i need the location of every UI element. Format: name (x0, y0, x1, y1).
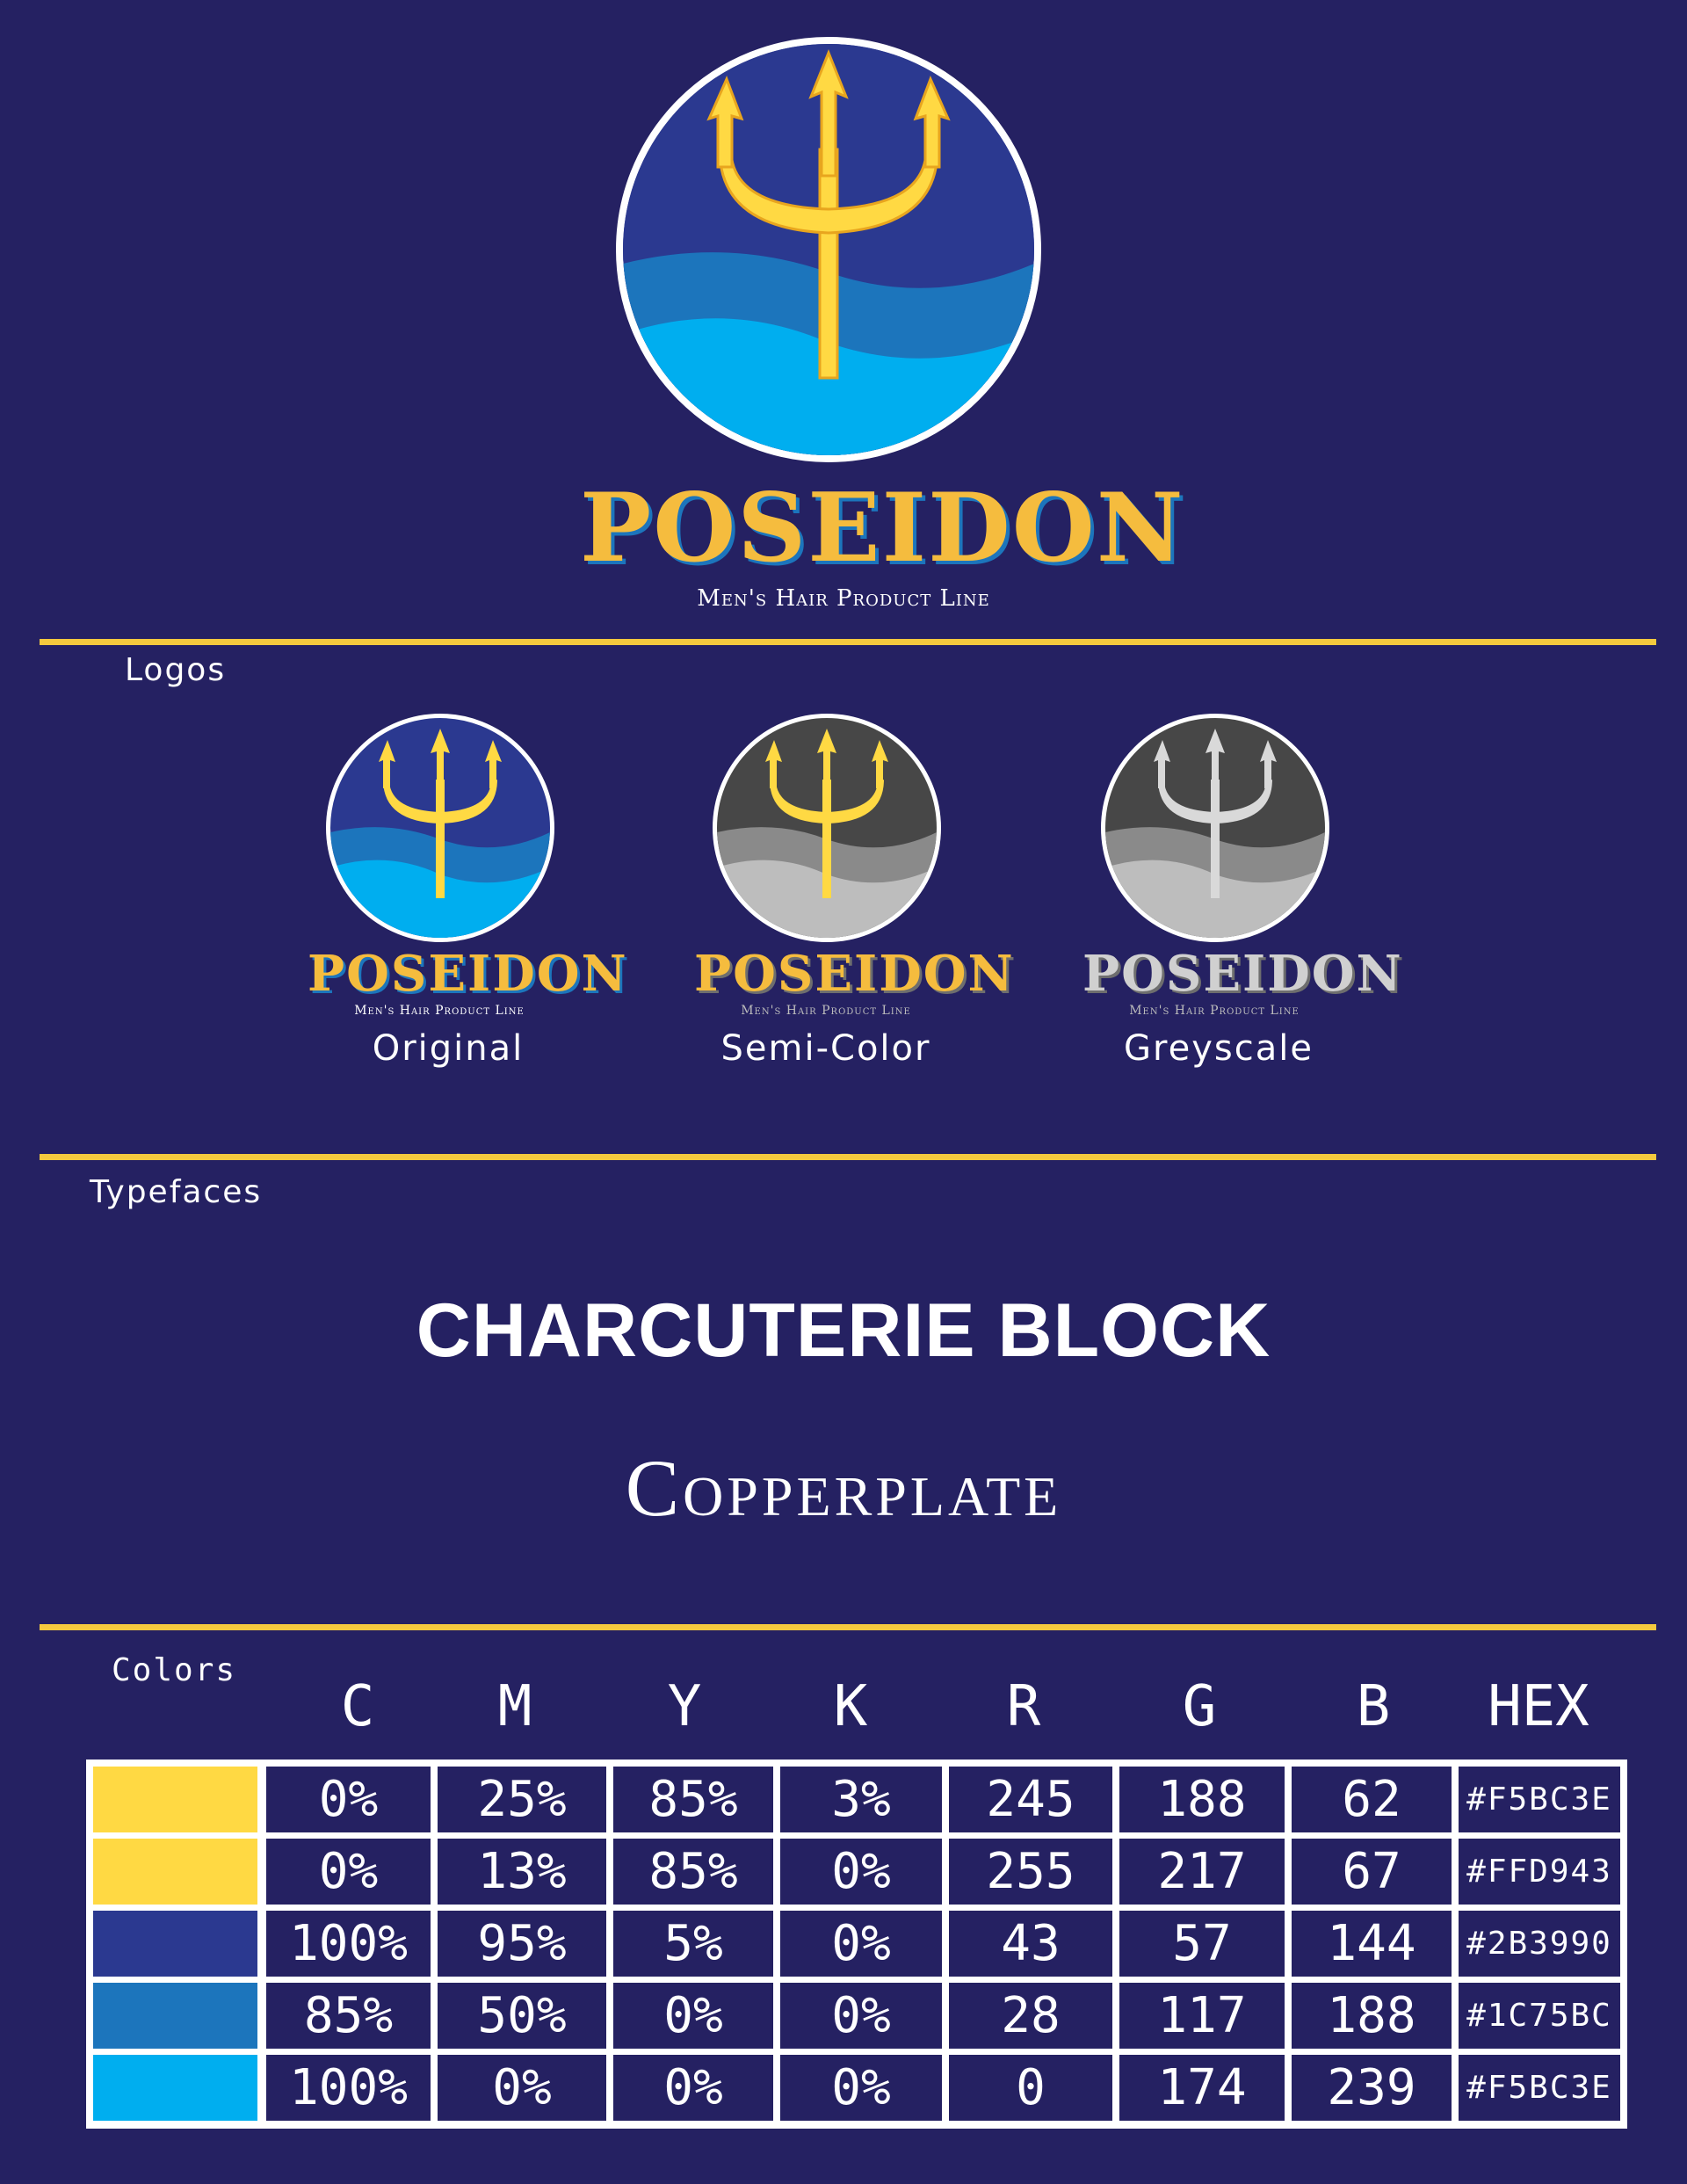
column-header: B (1356, 1674, 1391, 1739)
table-cell: 13% (438, 1839, 606, 1905)
table-cell: 28 (949, 1983, 1112, 2049)
typeface-sample-charcuterie: CHARCUTERIE BLOCK (416, 1288, 1271, 1373)
table-cell: 144 (1292, 1911, 1452, 1977)
logo-semi-color-wordmark: POSEIDON (694, 945, 1015, 1003)
hero-wordmark: POSEIDON (580, 473, 1185, 584)
table-cell: 117 (1119, 1983, 1285, 2049)
table-cell: 0% (780, 1911, 942, 1977)
table-cell: 3% (780, 1767, 942, 1832)
table-cell: 5% (613, 1911, 773, 1977)
table-cell: 0% (438, 2055, 606, 2121)
table-cell: 25% (438, 1767, 606, 1832)
table-cell: 85% (613, 1767, 773, 1832)
table-cell: 57 (1119, 1911, 1285, 1977)
table-cell: 67 (1292, 1839, 1452, 1905)
color-swatch (93, 1911, 257, 1977)
section-divider (40, 639, 1656, 645)
table-cell: #2B3990 (1459, 1911, 1620, 1977)
section-divider (40, 1624, 1656, 1630)
logo-greyscale-tagline: Men's Hair Product Line (1129, 1004, 1300, 1018)
table-cell: 0 (949, 2055, 1112, 2121)
logo-caption-original: Original (372, 1028, 525, 1069)
column-header: G (1182, 1674, 1217, 1739)
table-cell: 62 (1292, 1767, 1452, 1832)
color-swatch (93, 2055, 257, 2121)
color-swatch (93, 1839, 257, 1905)
section-divider (40, 1154, 1656, 1160)
table-cell: 0% (780, 2055, 942, 2121)
section-label-typefaces: Typefaces (90, 1174, 263, 1210)
logo-original-wordmark: POSEIDON (308, 945, 628, 1003)
table-cell: 239 (1292, 2055, 1452, 2121)
hero-tagline: Men's Hair Product Line (697, 585, 990, 612)
table-cell: 50% (438, 1983, 606, 2049)
table-cell: #F5BC3E (1459, 1767, 1620, 1832)
color-swatch (93, 1983, 257, 2049)
table-cell: 85% (266, 1983, 431, 2049)
typeface-sample-copperplate: Copperplate (625, 1443, 1062, 1533)
logo-caption-greyscale: Greyscale (1124, 1028, 1314, 1069)
hero-logo-emblem (616, 37, 1041, 462)
table-cell: 188 (1119, 1767, 1285, 1832)
table-cell: #FFD943 (1459, 1839, 1620, 1905)
table-cell: 95% (438, 1911, 606, 1977)
logo-semi-color-emblem (713, 714, 941, 942)
column-header: K (833, 1674, 868, 1739)
column-header: HEX (1488, 1674, 1589, 1739)
table-cell: 100% (266, 1911, 431, 1977)
section-label-logos: Logos (125, 652, 227, 688)
color-swatch (93, 1767, 257, 1832)
table-cell: 0% (266, 1839, 431, 1905)
table-cell: 0% (613, 2055, 773, 2121)
color-table (86, 1760, 1627, 2129)
table-cell: 255 (949, 1839, 1112, 1905)
table-cell: 217 (1119, 1839, 1285, 1905)
table-cell: 188 (1292, 1983, 1452, 2049)
table-cell: #F5BC3E (1459, 2055, 1620, 2121)
table-cell: 174 (1119, 2055, 1285, 2121)
table-cell: 0% (266, 1767, 431, 1832)
table-cell: 43 (949, 1911, 1112, 1977)
logo-greyscale-emblem (1101, 714, 1329, 942)
column-header: R (1006, 1674, 1041, 1739)
logo-greyscale-wordmark: POSEIDON (1082, 945, 1403, 1003)
table-cell: 85% (613, 1839, 773, 1905)
table-cell: 0% (613, 1983, 773, 2049)
column-header: M (497, 1674, 532, 1739)
logo-semi-color-tagline: Men's Hair Product Line (741, 1004, 911, 1018)
table-cell: 100% (266, 2055, 431, 2121)
column-header: C (340, 1674, 375, 1739)
table-cell: 0% (780, 1839, 942, 1905)
section-label-colors: Colors (112, 1652, 237, 1688)
table-cell: #1C75BC (1459, 1983, 1620, 2049)
column-header: Y (667, 1674, 702, 1739)
logo-original-tagline: Men's Hair Product Line (354, 1004, 525, 1018)
logo-caption-semi-color: Semi-Color (720, 1028, 931, 1069)
logo-original-emblem (326, 714, 554, 942)
table-cell: 245 (949, 1767, 1112, 1832)
table-cell: 0% (780, 1983, 942, 2049)
